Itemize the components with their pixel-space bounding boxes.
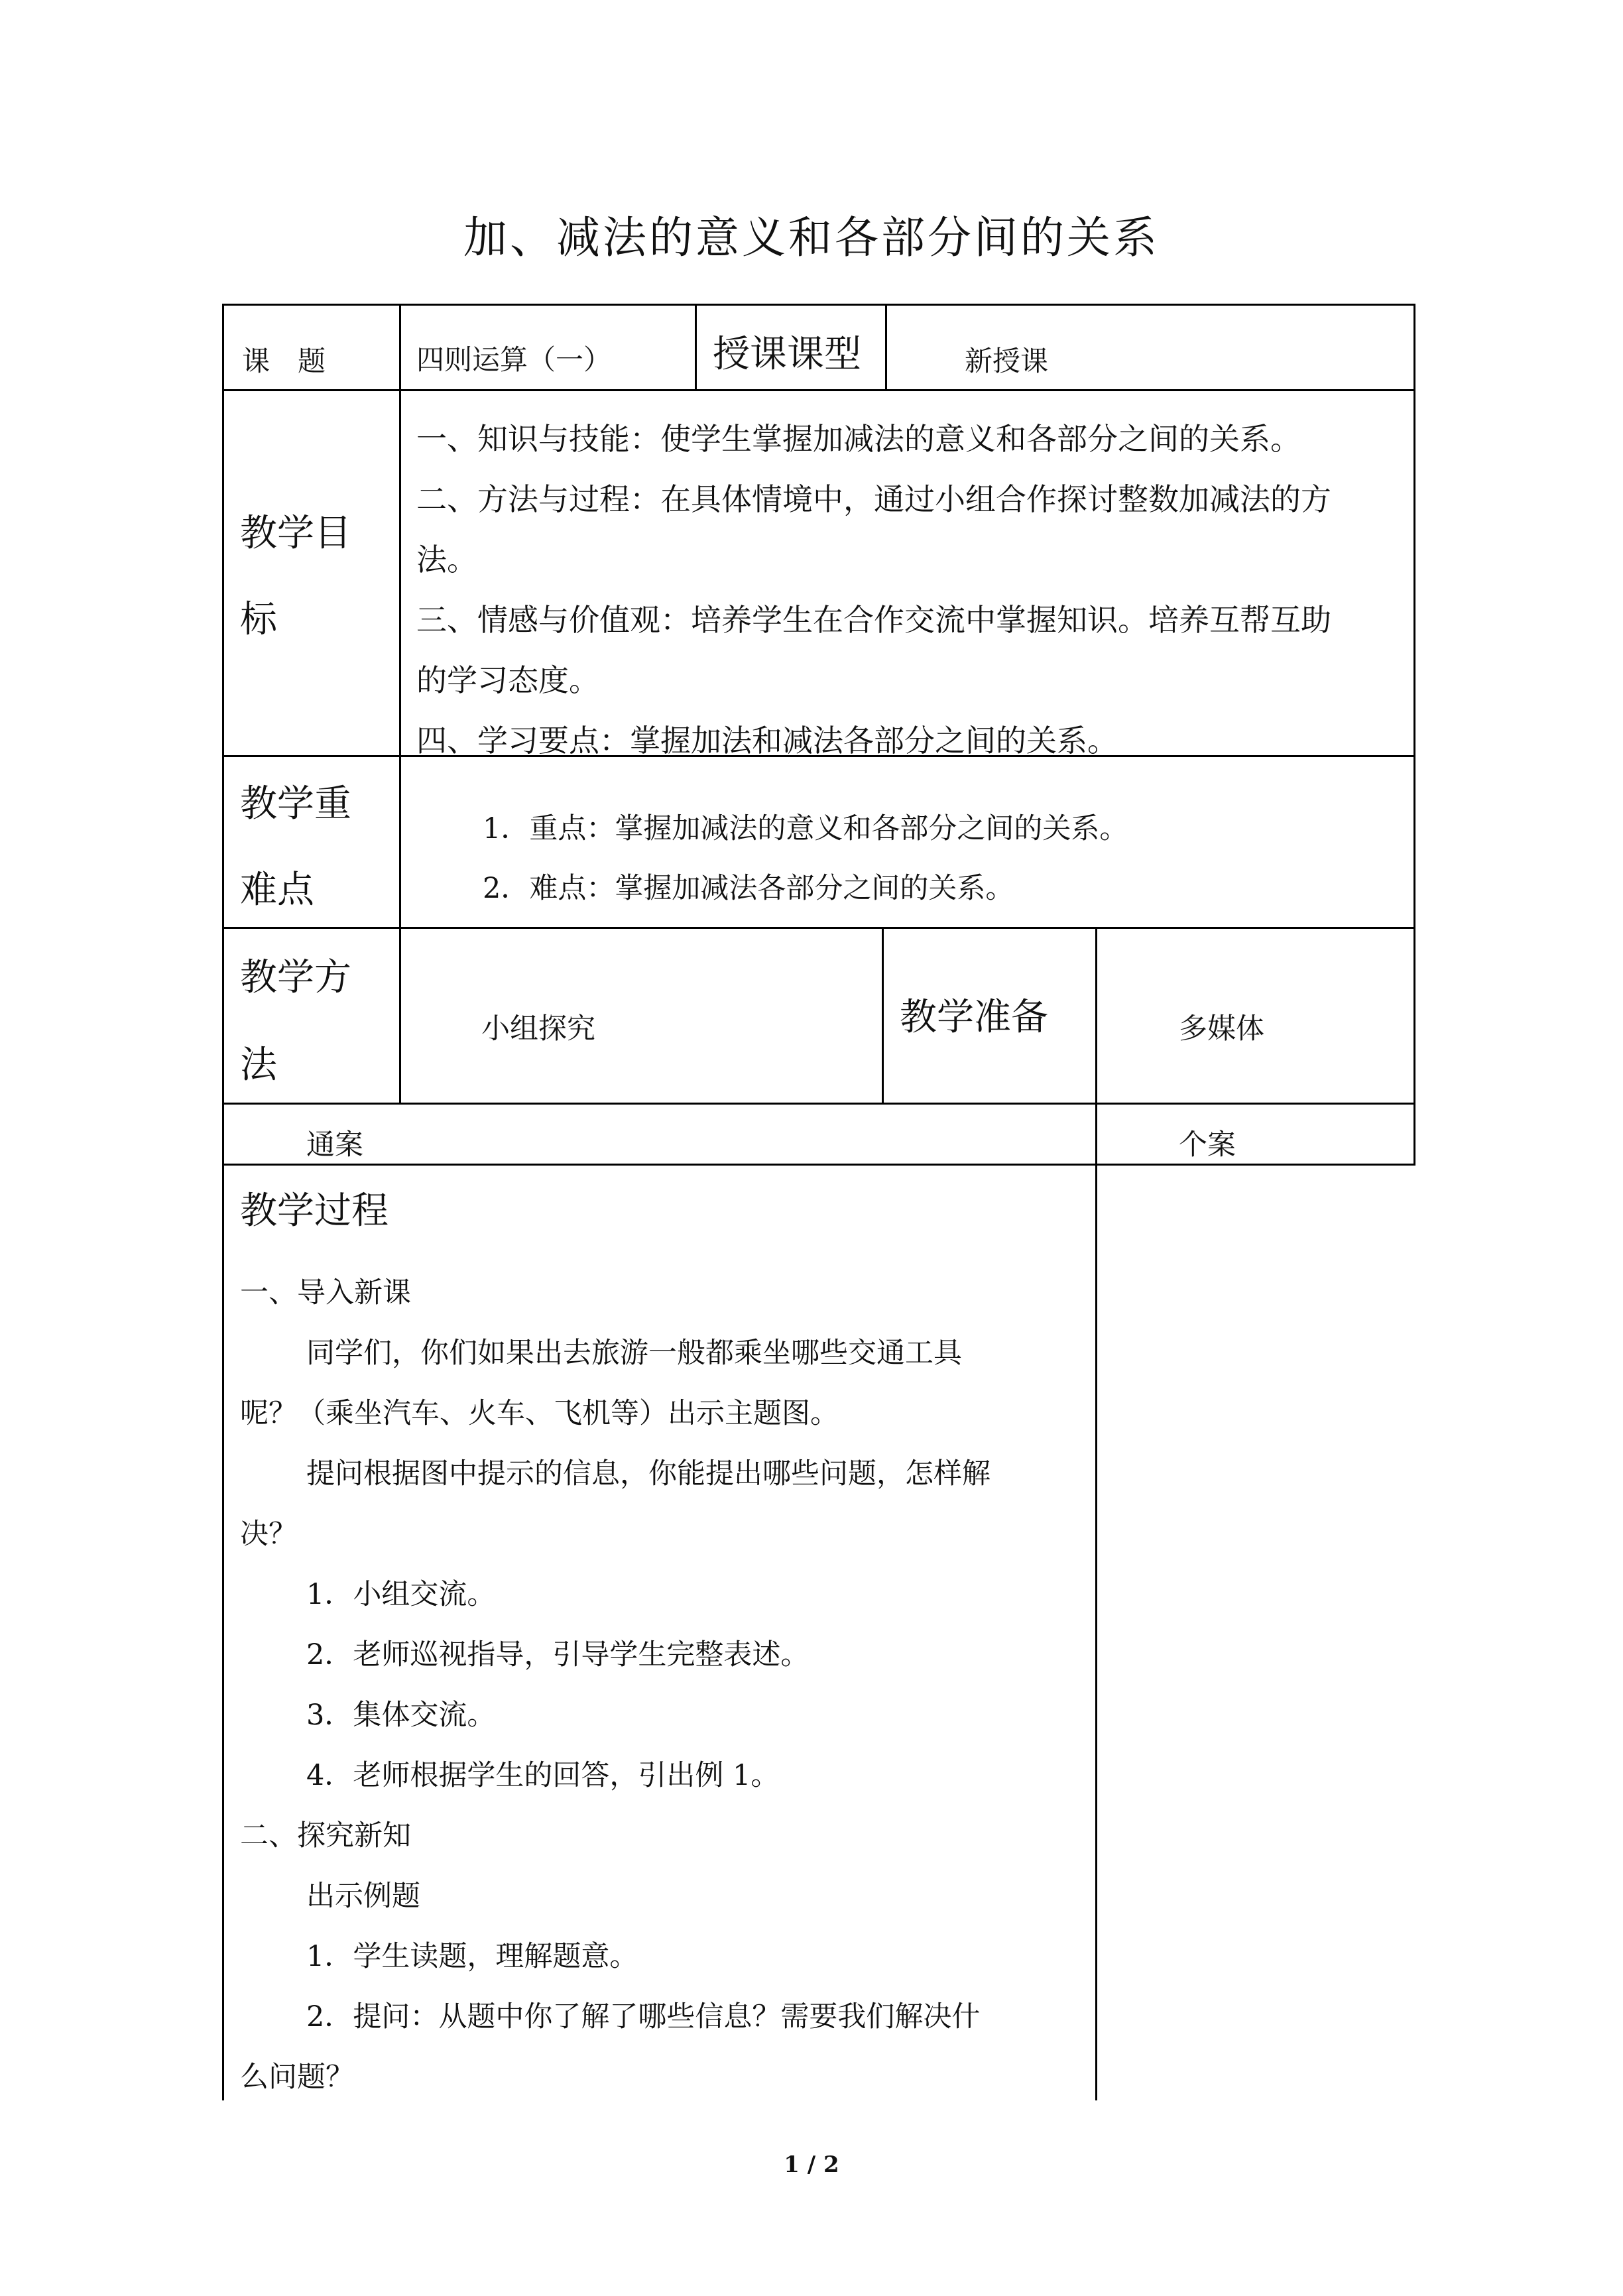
process-line: 出示例题 xyxy=(306,1880,420,1913)
table-rule-info-bottom xyxy=(222,389,1415,391)
keypoints-line: 1．重点：掌握加减法的意义和各部分之间的关系。 xyxy=(483,812,1128,845)
process-line: 4．老师根据学生的回答，引出例 1。 xyxy=(306,1759,780,1792)
keypoints-label-line2: 难点 xyxy=(240,869,314,912)
lesson-type-value: 新授课 xyxy=(965,345,1049,377)
process-line: 2．提问：从题中你了解了哪些信息？需要我们解决什 xyxy=(306,2000,981,2033)
keypoints-line: 2．难点：掌握加减法各部分之间的关系。 xyxy=(483,872,1014,905)
process-line: 1．小组交流。 xyxy=(306,1578,496,1611)
prep-label: 教学准备 xyxy=(900,996,1048,1039)
page-number: 1 / 2 xyxy=(784,2151,839,2178)
table-rule-info-mid xyxy=(695,304,697,391)
table-rule-label-column xyxy=(399,304,401,1105)
table-rule-right xyxy=(1413,304,1415,1166)
objectives-label-line1: 教学目 xyxy=(240,512,351,555)
table-rule-case-column xyxy=(1095,927,1097,2100)
topic-label: 课 题 xyxy=(242,345,326,377)
process-line: 1．学生读题，理解题意。 xyxy=(306,1940,638,1973)
objectives-line: 的学习态度。 xyxy=(416,662,599,698)
process-line: 同学们，你们如果出去旅游一般都乘坐哪些交通工具 xyxy=(306,1337,962,1370)
document-title: 加、减法的意义和各部分间的关系 xyxy=(463,212,1160,263)
methods-value: 小组探究 xyxy=(481,1012,595,1046)
table-rule-left xyxy=(222,304,224,2100)
individual-plan-header: 个案 xyxy=(1179,1128,1236,1162)
process-line: 呢？（乘坐汽车、火车、飞机等）出示主题图。 xyxy=(240,1397,839,1430)
methods-label-line1: 教学方 xyxy=(240,956,351,999)
lesson-type-label: 授课课型 xyxy=(713,333,861,376)
table-rule-methods-mid xyxy=(882,927,884,1105)
topic-value: 四则运算（一） xyxy=(416,343,612,376)
objectives-line: 二、方法与过程：在具体情境中，通过小组合作探讨整数加减法的方 xyxy=(416,481,1331,517)
process-line: 么问题？ xyxy=(240,2061,354,2094)
keypoints-label-line1: 教学重 xyxy=(240,782,351,825)
objectives-line: 一、知识与技能：使学生掌握加减法的意义和各部分之间的关系。 xyxy=(416,421,1301,457)
objectives-line: 三、情感与价值观：培养学生在合作交流中掌握知识。培养互帮互助 xyxy=(416,602,1331,638)
table-rule-columns-bottom xyxy=(222,1164,1415,1166)
table-rule-keypoints-bottom xyxy=(222,927,1415,929)
objectives-line: 法。 xyxy=(416,542,477,577)
process-line: 2．老师巡视指导，引导学生完整表述。 xyxy=(306,1638,810,1671)
process-line: 提问根据图中提示的信息，你能提出哪些问题，怎样解 xyxy=(306,1457,991,1490)
table-rule-methods-bottom xyxy=(222,1103,1415,1105)
table-rule-top xyxy=(222,304,1415,306)
process-line: 二、探究新知 xyxy=(240,1819,411,1852)
prep-value: 多媒体 xyxy=(1179,1012,1264,1046)
methods-label-line2: 法 xyxy=(240,1044,277,1087)
process-line: 3．集体交流。 xyxy=(306,1699,496,1732)
objectives-label-line2: 标 xyxy=(240,598,277,641)
process-line: 一、导入新课 xyxy=(240,1276,411,1309)
table-rule-info-right xyxy=(885,304,887,391)
common-plan-header: 通案 xyxy=(306,1128,363,1162)
objectives-line: 四、学习要点：掌握加法和减法各部分之间的关系。 xyxy=(416,723,1118,758)
process-heading: 教学过程 xyxy=(240,1189,389,1233)
process-line: 决？ xyxy=(240,1518,297,1551)
